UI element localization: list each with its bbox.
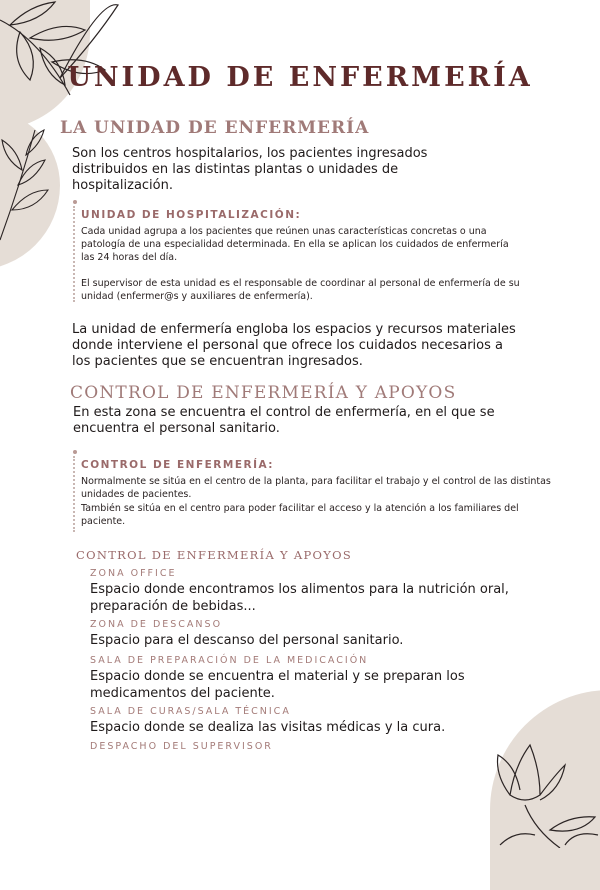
area-label: SALA DE CURAS/SALA TÉCNICA — [90, 706, 291, 717]
area-description: Espacio para el descanso del personal sanitario. — [90, 633, 404, 648]
leaf-branch-icon — [0, 125, 50, 245]
flower-icon — [470, 735, 600, 848]
closing-paragraph: La unidad de enfermería engloba los espacios y recursos materiales donde interviene el personal que ofrece los cuidados necesarios a los pacientes que se encuentran ingresados. — [72, 322, 516, 369]
subsection-heading: CONTROL DE ENFERMERÍA Y APOYOS — [76, 548, 353, 562]
box-paragraph: Normalmente se sitúa en el centro de la planta, para facilitar el trabajo y el control de las distintas unidades de pacientes. — [81, 476, 551, 500]
area-description: Espacio donde encontramos los alimentos para la nutrición oral, preparación de bebidas... — [90, 582, 509, 614]
box-bullet — [73, 450, 77, 454]
area-label: ZONA DE DESCANSO — [90, 619, 223, 630]
box-paragraph: El supervisor de esta unidad es el responsable de coordinar al personal de enfermería de su unidad (enfermer@s y auxiliares de enfermería). — [81, 278, 520, 302]
box-dotted-line — [73, 456, 77, 532]
intro-paragraph: Son los centros hospitalarios, los pacientes ingresados distribuidos en las distintas plantas o unidades de hospitalización. — [72, 146, 428, 193]
box-paragraph: También se sitúa en el centro para poder facilitar el acceso y la atención a los familiares del paciente. — [81, 503, 519, 527]
area-description: Espacio donde se dealiza las visitas médicas y la cura. — [90, 720, 446, 735]
section-heading: LA UNIDAD DE ENFERMERÍA — [60, 118, 370, 138]
section-heading: CONTROL DE ENFERMERÍA Y APOYOS — [70, 383, 457, 403]
area-description: Espacio donde se encuentra el material y se preparan los medicamentos del paciente. — [90, 669, 465, 701]
page-title: UNIDAD DE ENFERMERÍA — [67, 62, 533, 93]
box-heading: UNIDAD DE HOSPITALIZACIÓN: — [81, 209, 302, 221]
box-heading: CONTROL DE ENFERMERÍA: — [81, 459, 275, 471]
intro-paragraph: En esta zona se encuentra el control de enfermería, en el que se encuentra el personal sanitario. — [73, 405, 495, 436]
area-label: DESPACHO DEL SUPERVISOR — [90, 741, 273, 752]
box-dotted-line — [73, 206, 77, 302]
box-bullet — [73, 200, 77, 204]
area-label: ZONA OFFICE — [90, 568, 177, 579]
leaf-branch-icon — [0, 0, 120, 110]
area-label: SALA DE PREPARACIÓN DE LA MEDICACIÓN — [90, 655, 369, 666]
box-paragraph: Cada unidad agrupa a los pacientes que reúnen unas características concretas o una patología de una especialidad determinada. En ella se aplican los cuidados de enfermería las 24 horas del día. — [81, 226, 509, 263]
